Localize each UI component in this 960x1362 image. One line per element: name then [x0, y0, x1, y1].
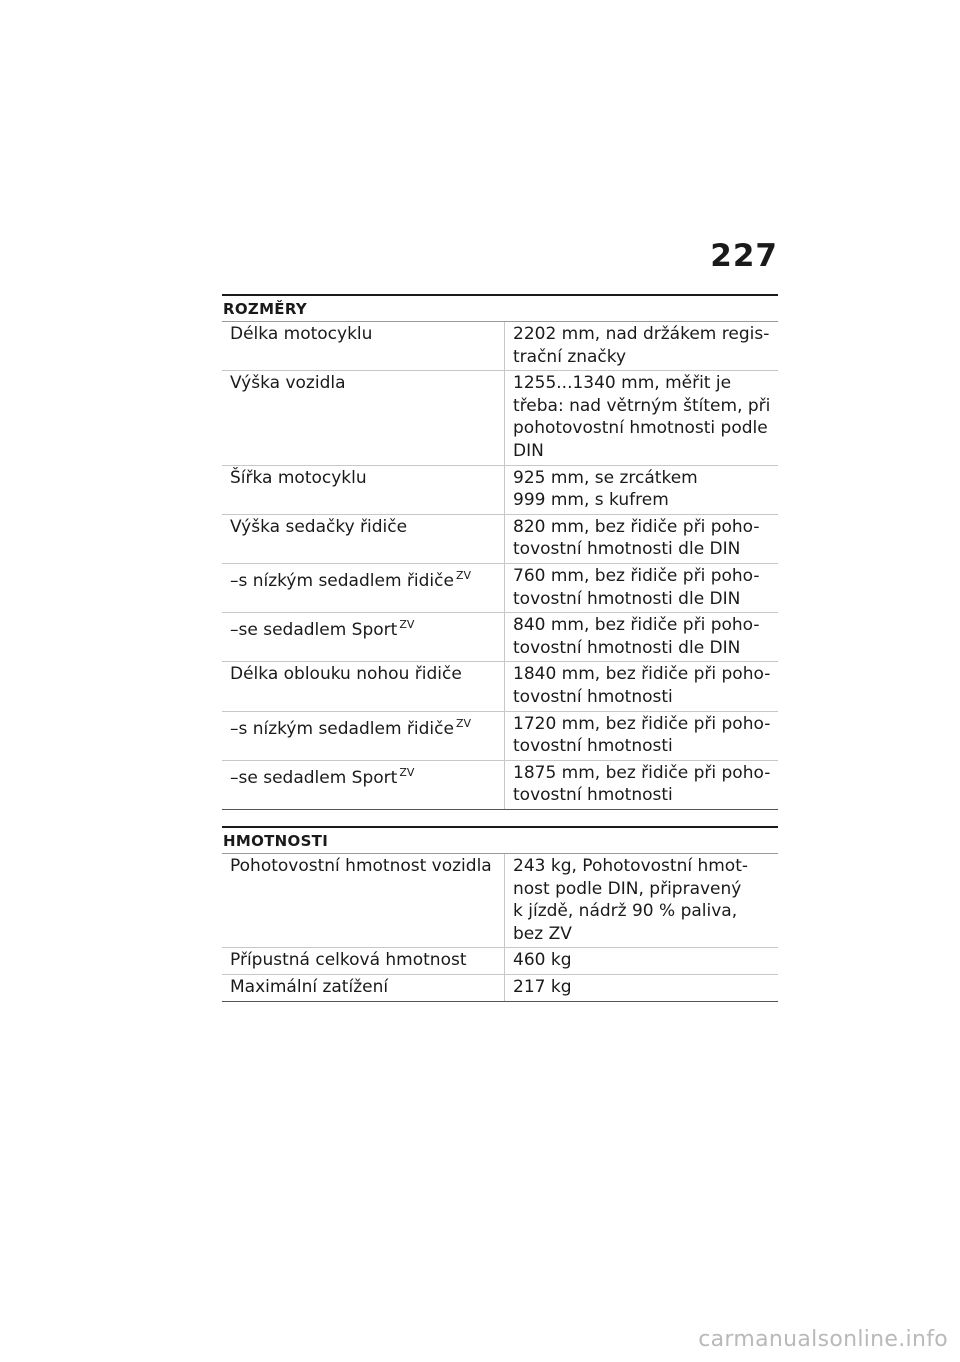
spec-label-cell: [222, 854, 505, 948]
section-title: ROZMĚRY: [223, 300, 308, 318]
spec-value-line: k jízdě, nádrž 90 % paliva,: [513, 901, 738, 922]
weights-table: [222, 853, 778, 1002]
spec-value-cell: [505, 371, 779, 465]
optional-equipment-marker: ZV: [455, 568, 472, 582]
spec-label: Výška sedačky řidiče: [230, 516, 408, 537]
spec-value-line: třeba: nad větrným štítem, při: [513, 395, 771, 416]
spec-value-line: bez ZV: [513, 923, 572, 944]
spec-value-line: tovostní hmotnosti dle DIN: [513, 539, 741, 560]
spec-value-line: 460 kg: [513, 950, 572, 971]
spec-value-cell: [505, 465, 779, 514]
spec-value-line: 925 mm, se zrcátkem: [513, 467, 698, 488]
spec-label-cell: [222, 322, 505, 371]
spec-value-line: 1875 mm, bez řidiče při poho-: [513, 762, 771, 783]
spec-value-line: 760 mm, bez řidiče při poho-: [513, 565, 760, 586]
optional-equipment-marker: ZV: [399, 618, 415, 632]
table-row: [222, 760, 778, 809]
spec-label: Výška vozidla: [230, 373, 346, 394]
spec-label-cell: [222, 711, 505, 760]
table-row: [222, 948, 778, 975]
spec-label: Pohotovostní hmotnost vozidla: [230, 856, 492, 876]
spec-label-cell: [222, 948, 505, 975]
section-weights: [222, 826, 778, 1002]
spec-label-cell: [222, 662, 505, 711]
table-row: [222, 465, 778, 514]
spec-value-line: DIN: [513, 440, 544, 461]
table-row: [222, 974, 778, 1001]
spec-label: Přípustná celková hmotnost: [230, 950, 467, 971]
spec-label-cell: [222, 613, 505, 662]
section-title: HMOTNOSTI: [223, 832, 329, 850]
spec-value-line: tovostní hmotnosti: [513, 736, 673, 757]
spec-value-line: 1840 mm, bez řidiče při poho-: [513, 664, 771, 685]
spec-label: Délka motocyklu: [230, 324, 373, 344]
table-row: [222, 854, 778, 948]
spec-value-cell: [505, 948, 779, 975]
spec-label-cell: [222, 465, 505, 514]
spec-value-line: 840 mm, bez řidiče při poho-: [513, 615, 760, 636]
spec-value-cell: [505, 514, 779, 563]
spec-value-cell: [505, 974, 779, 1001]
watermark: carmanualsonline.info: [698, 1327, 948, 1352]
spec-value-cell: [505, 760, 779, 809]
spec-value-line: trační značky: [513, 346, 627, 367]
spec-value-line: 820 mm, bez řidiče při poho-: [513, 516, 760, 537]
table-row: [222, 514, 778, 563]
spec-value-cell: [505, 662, 779, 711]
spec-value-cell: [505, 711, 779, 760]
spec-label-cell: [222, 563, 505, 612]
dimensions-table: [222, 321, 778, 810]
spec-value-line: 217 kg: [513, 976, 572, 997]
table-row: [222, 563, 778, 612]
optional-equipment-marker: ZV: [399, 765, 415, 779]
page-number: 227: [710, 238, 778, 274]
spec-label-cell: [222, 760, 505, 809]
spec-value-line: tovostní hmotnosti dle DIN: [513, 588, 741, 609]
table-row: [222, 322, 778, 371]
table-row: [222, 371, 778, 465]
spec-value-line: nost podle DIN, připravený: [513, 878, 742, 899]
spec-value-line: tovostní hmotnosti: [513, 686, 673, 707]
spec-value-cell: [505, 854, 779, 948]
spec-value-line: 999 mm, s kufrem: [513, 490, 669, 511]
section-dimensions: [222, 294, 778, 810]
spec-value-line: pohotovostní hmotnosti podle: [513, 418, 768, 439]
spec-value-line: 243 kg, Pohotovostní hmot-: [513, 856, 749, 876]
optional-equipment-marker: ZV: [455, 716, 472, 730]
spec-value-line: 1720 mm, bez řidiče při poho-: [513, 713, 771, 734]
spec-label: –se sedadlem Sport: [230, 767, 398, 788]
spec-label: Šířka motocyklu: [230, 467, 367, 488]
spec-label: –se sedadlem Sport: [230, 620, 398, 641]
spec-value-line: tovostní hmotnosti dle DIN: [513, 637, 741, 658]
spec-value-line: tovostní hmotnosti: [513, 785, 673, 806]
spec-label: Maximální zatížení: [230, 976, 389, 997]
table-row: [222, 711, 778, 760]
spec-value-cell: [505, 613, 779, 662]
spec-label-cell: [222, 974, 505, 1001]
spec-value-line: 2202 mm, nad držákem regis-: [513, 324, 770, 344]
table-row: [222, 613, 778, 662]
spec-label-cell: [222, 514, 505, 563]
table-row: [222, 662, 778, 711]
spec-value-line: 1255...1340 mm, měřit je: [513, 373, 732, 394]
spec-value-cell: [505, 563, 779, 612]
spec-label: –s nízkým sedadlem řidiče: [230, 718, 454, 739]
spec-label-cell: [222, 371, 505, 465]
spec-value-cell: [505, 322, 779, 371]
spec-label: Délka oblouku nohou řidiče: [230, 664, 462, 685]
spec-label: –s nízkým sedadlem řidiče: [230, 570, 454, 591]
